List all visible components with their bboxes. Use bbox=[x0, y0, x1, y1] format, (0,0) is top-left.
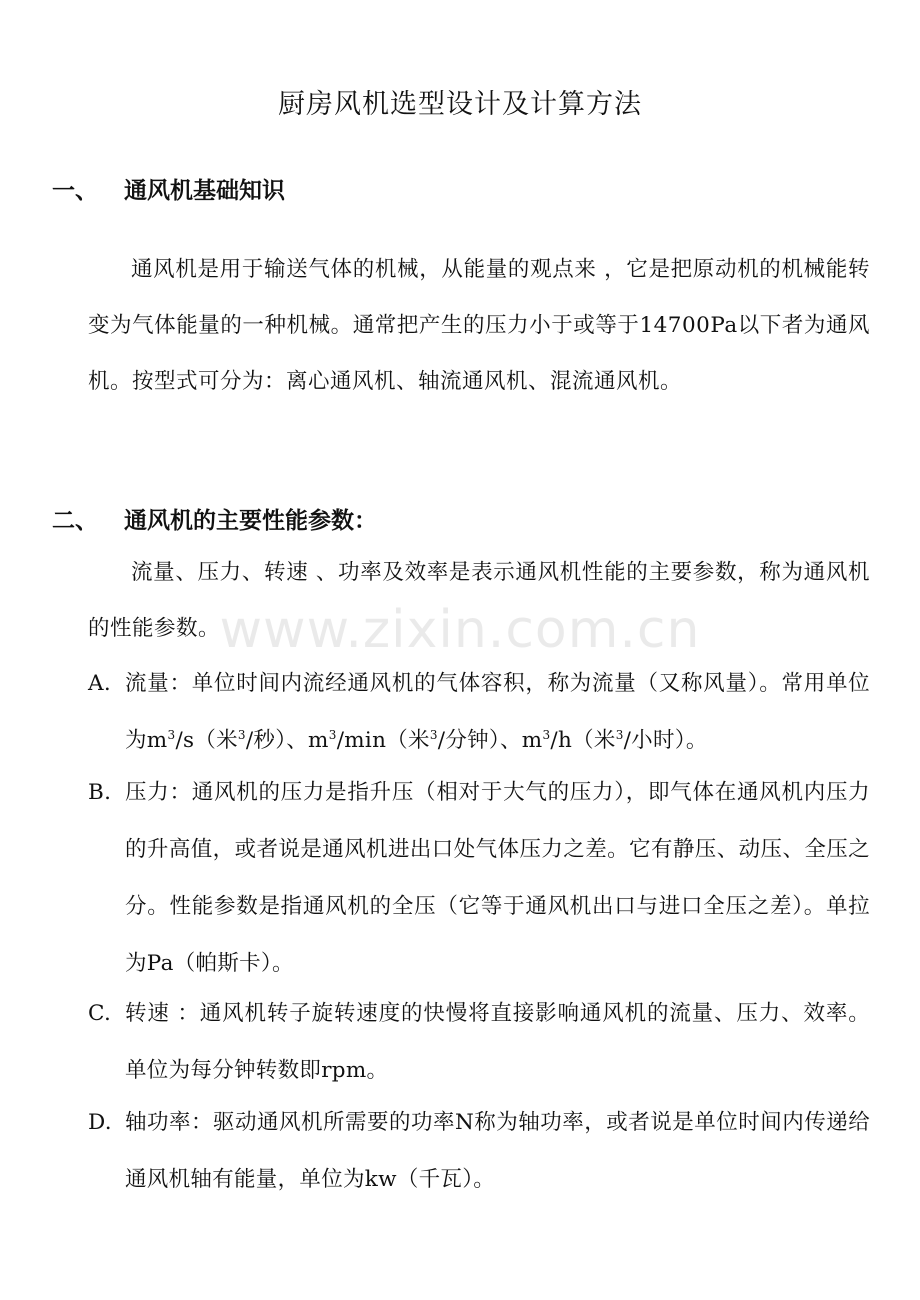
section-2-title: 通风机的主要性能参数： bbox=[124, 508, 377, 534]
section-1-heading bbox=[52, 172, 285, 205]
list-item-letter: C. bbox=[88, 1001, 112, 1026]
list-item-b bbox=[88, 764, 870, 992]
section-2-heading bbox=[52, 502, 377, 535]
list-item-letter: A. bbox=[88, 671, 111, 696]
document-title: 厨房风机选型设计及计算方法 bbox=[278, 89, 642, 120]
section-2-paragraph: 流量、压力、转速 、功率及效率是表示通风机性能的主要参数，称为通风机的性能参数。 bbox=[88, 560, 870, 641]
list-item-text: 轴功率：驱动通风机所需要的功率N称为轴功率，或者说是单位时间内传递给通风机轴有能量，单位为kw（千瓦）。 bbox=[125, 1110, 870, 1192]
section-1-title: 通风机基础知识 bbox=[124, 178, 285, 204]
list-item-a bbox=[88, 655, 870, 769]
list-item-letter: D. bbox=[88, 1110, 112, 1135]
list-item-text: 转速 ：通风机转子旋转速度的快慢将直接影响通风机的流量、压力、效率。单位为每分钟转数即rpm。 bbox=[125, 1001, 870, 1083]
list-item-text: 压力：通风机的压力是指升压（相对于大气的压力），即气体在通风机内压力的升高值，或者说是通风机进出口处气体压力之差。它有静压、动压、全压之分。性能参数是指通风机的全压（它等于通风机出口与进口全压之差）。单拉为Pa（帕斯卡）。 bbox=[125, 780, 870, 976]
section-1-paragraph: 通风机是用于输送气体的机械，从能量的观点来 ，它是把原动机的机械能转变为气体能量的一种机械。通常把产生的压力小于或等于14700Pa以下者为通风机。按型式可分为：离心通风机、轴流通风机、混流通风机。 bbox=[88, 257, 870, 394]
section-2-number: 二、 bbox=[52, 508, 98, 534]
list-item-c bbox=[88, 985, 870, 1099]
watermark: www.zixin.com.cn bbox=[219, 600, 701, 660]
section-1-number: 一、 bbox=[52, 178, 98, 204]
list-item-d bbox=[88, 1094, 870, 1208]
list-item-text: 流量：单位时间内流经通风机的气体容积，称为流量（又称风量）。常用单位为$m^3/s$（米$^3$/秒）、$m^3/\min$（米$^3$/分钟）、$m^3/h$（米$^3$/小时）。 bbox=[125, 671, 870, 753]
list-item-letter: B. bbox=[88, 780, 112, 805]
